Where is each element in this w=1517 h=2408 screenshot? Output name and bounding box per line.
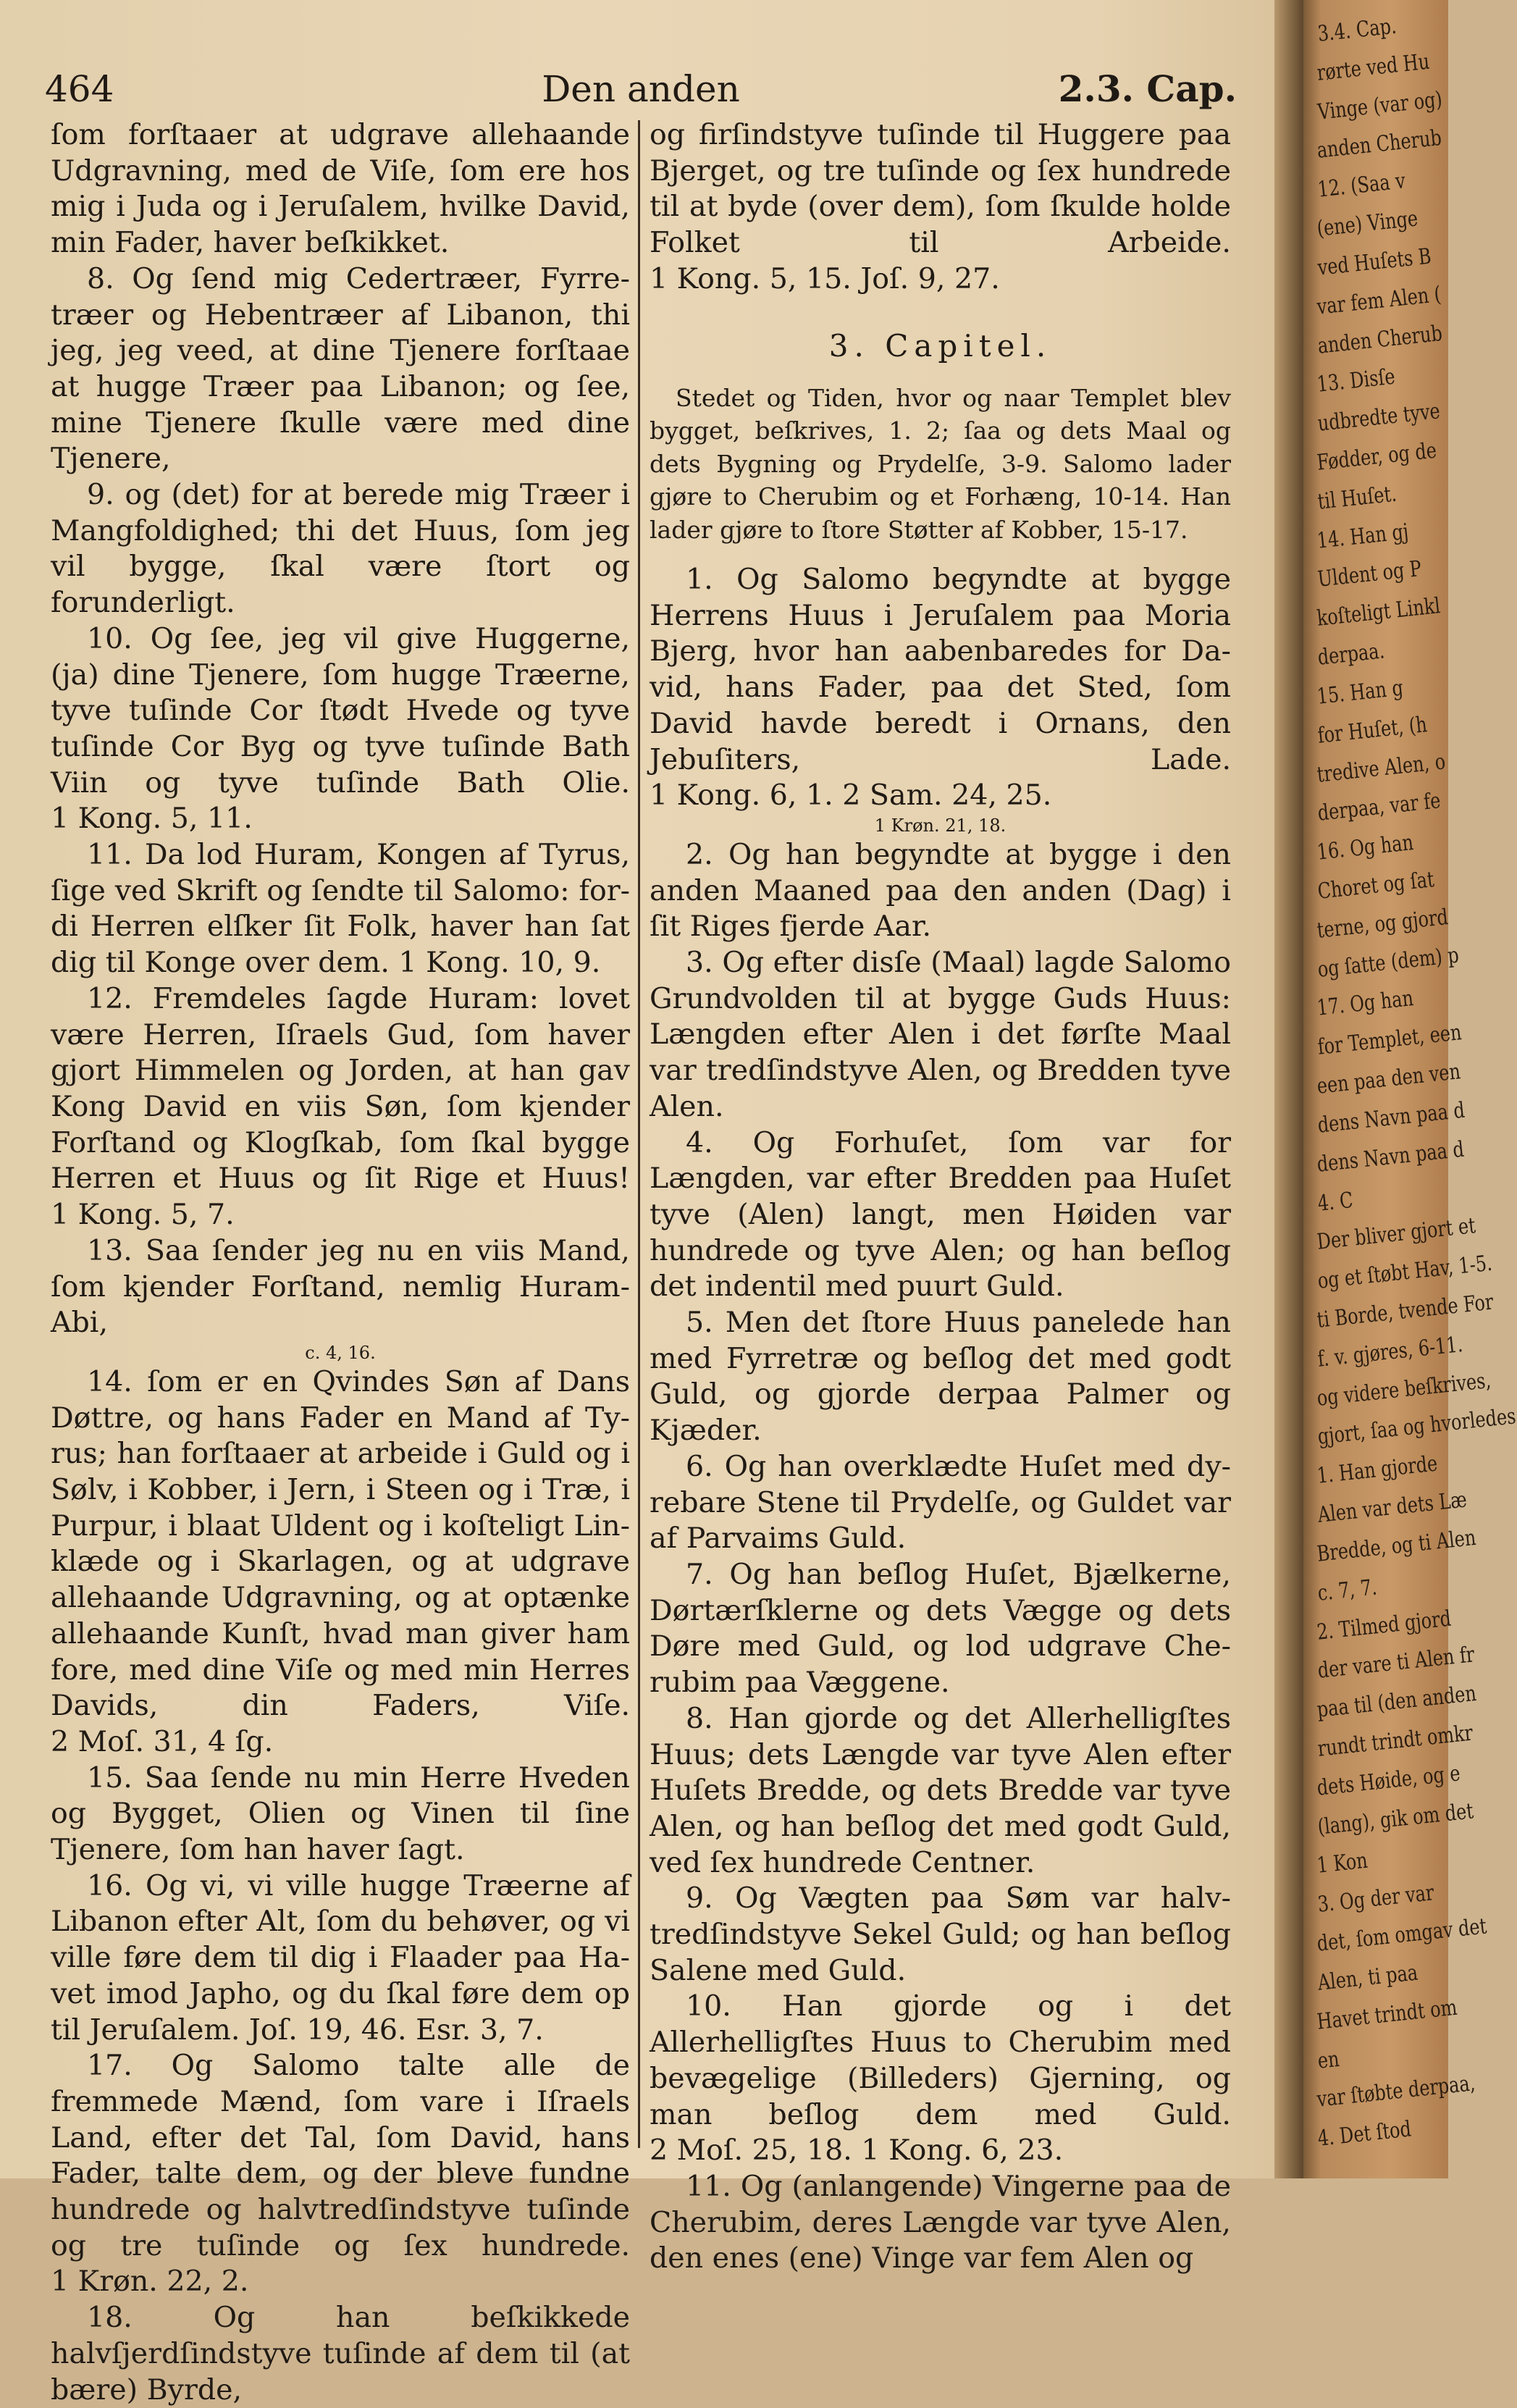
verse-paragraph (51, 1364, 630, 1761)
next-page-fragment: 1. Han gjorde (1316, 1451, 1439, 1490)
next-page-fragment: Fødder, og de (1316, 437, 1438, 476)
verse-text: 7. Og han beſlog Huſet, Bjælkerne, Dørtærſklerne og dets Vægge og dets Døre med Guld, og lod udgrave Cherubim paa Væggene. (650, 1558, 1231, 1700)
verse-paragraph (51, 477, 630, 621)
next-page-fragment: dens Navn paa d (1316, 1136, 1466, 1178)
next-page-fragment: 4. Det ſtod (1316, 2116, 1413, 2152)
verse-paragraph (650, 1125, 1231, 1306)
next-page-fragment: 1 Kon (1316, 1848, 1369, 1879)
cross-reference: 1 Krøn. 22, 2. (51, 2265, 249, 2299)
verse-text: 17. Og Salomo talte alle de fremmede Mænd, ſom vare i Iſraels Land, efter det Tal, ſom David, hans Fader, talte dem, og der bleve fundne hundrede og halvtredſindstyve tuſinde og tre tuſinde og ſex hundrede. (51, 2049, 630, 2262)
verse-paragraph (51, 117, 630, 261)
next-page-fragment: Der bliver gjort et (1316, 1213, 1477, 1256)
verse-text: 9. og (det) for at berede mig Træer i Mangfoldighed; thi det Huus, ſom jeg vil bygge, ſkal være ſtort og forunderligt. (51, 478, 630, 620)
verse-paragraph (650, 1989, 1231, 2169)
page-number: 464 (45, 68, 114, 110)
next-page-fragment: for Templet, een (1316, 1020, 1463, 1061)
next-page-fragment: der vare ti Alen fr (1316, 1642, 1476, 1685)
next-page-fragment: Alen var dets Læ (1316, 1487, 1468, 1528)
verse-text: 14. ſom er en Qvindes Søn af Dans Døttre, og hans Fader en Mand af Tyrus; han forſtaaer at arbeide i Guld og i Sølv, i Kobber, i Jern, i Steen og i Træ, i Purpur, i blaat Uldent og i koſteligt Linklæde og i Skarlagen, og at udgrave allehaande Udgravning, og at optænke allehaande Kunſt, hvad man giver ham fore, med dine Viſe og med min Herres Davids, din Faders, Viſe. (51, 1364, 630, 1723)
next-page-fragment: terne, og gjord (1316, 904, 1450, 944)
next-page-fragment: til Huſet. (1316, 481, 1398, 515)
verse-paragraph (51, 981, 630, 1233)
next-page-fragment: f. v. gjøres, 6-11. (1316, 1331, 1464, 1372)
verse-text: 5. Men det ſtore Huus panelede han med Fyrretræ og beſlog det med godt Guld, og gjorde derpaa Palmer og Kjæder. (650, 1306, 1231, 1448)
chapter-summary: Stedet og Tiden, hvor og naar Templet blev bygget, beſkrives, 1. 2; ſaa og dets Maal og dets Bygning og Prydelſe, 3-9. Salomo lader gjøre to Cherubim og et Forhæng, 10-14. Han lader gjøre to ſtore Støtter af Kobber, 15-17. (650, 383, 1231, 544)
next-page-fragment: 16. Og han (1316, 830, 1415, 865)
verse-text: 12. Fremdeles ſagde Huram: lovet være Herren, Iſraels Gud, ſom haver gjort Himmelen og Jorden, at han gav Kong David en viis Søn, ſom kjender Forſtand og Klogſkab, ſom ſkal bygge Herren et Huus og ſit Rige et Huus! (51, 981, 630, 1196)
verse-paragraph (51, 1233, 630, 1341)
next-page-fragment: (lang), gik om det (1316, 1798, 1475, 1840)
next-page-fragment: 3.4. Cap. (1316, 13, 1398, 47)
next-page-fragment: Alen, ti paa (1316, 1960, 1419, 1996)
cross-reference-small: 1 Krøn. 21, 18. (874, 815, 1007, 836)
book-page-right-edge (1303, 0, 1517, 2178)
verse-text: 11. Da lod Huram, Kongen af Tyrus, ſige ved Skrift og ſendte til Salomo: fordi Herren elſker ſit Folk, haver han ſat dig til Konge over dem. (51, 838, 630, 980)
next-page-fragment: 13. Disſe (1316, 364, 1397, 398)
verse-paragraph (650, 1305, 1231, 1449)
next-page-fragment: Choret og ſat (1316, 867, 1436, 905)
verse-paragraph (650, 837, 1231, 945)
cross-reference: 1 Kong. 6, 1. 2 Sam. 24, 25. (650, 779, 1052, 813)
cross-reference: 1 Kong. 10, 9. (398, 946, 601, 980)
next-page-fragment: c. 7, 7. (1316, 1574, 1379, 1606)
next-page-fragment: derpaa, var fe (1316, 788, 1442, 827)
verse-paragraph (650, 1881, 1231, 1989)
verse-paragraph (650, 1701, 1231, 1881)
next-page-fragment: derpaa. (1316, 638, 1386, 671)
next-page-fragment: anden Cherub (1316, 125, 1443, 164)
verse-text: og firſindstyve tuſinde til Huggere paa Bjerget, og tre tuſinde og ſex hundrede til at byde (over dem), ſom ſkulde holde Folket til Arbeide. (650, 118, 1231, 260)
verse-paragraph (51, 2300, 630, 2408)
verse-text: 13. Saa ſender jeg nu en viis Mand, ſom kjender Forſtand, nemlig Huram-Abi, (51, 1233, 630, 1340)
verse-paragraph (51, 1761, 630, 1868)
running-title: Den anden (542, 68, 740, 110)
cross-reference: 1 Kong. 5, 15. Joſ. 9, 27. (650, 261, 1000, 295)
verse-text: 6. Og han overklædte Huſet med dyrebare Stene til Prydelſe, og Guldet var af Parvaims Guld. (650, 1449, 1231, 1556)
next-page-fragment: det, ſom omgav det (1316, 1913, 1488, 1957)
verse-text: 3. Og efter disſe (Maal) lagde Salomo Grundvolden til at bygge Guds Huus: Længden efter Alen i det førſte Maal var tredſindstyve Alen, og Bredden tyve Alen. (650, 946, 1231, 1123)
cross-reference: 2 Moſ. 31, 4 ſg. (51, 1724, 274, 1758)
next-page-fragment: og et ſtøbt Hav, 1-5. (1316, 1250, 1494, 1294)
verse-text: 9. Og Vægten paa Søm var halvtredſindstyve Sekel Guld; og han beſlog Salene med Guld. (650, 1881, 1231, 1987)
next-page-fragment: dets Høide, og e (1316, 1761, 1462, 1801)
verse-text: 15. Saa ſende nu min Herre Hveden og Bygget, Olien og Vinen til ſine Tjenere, ſom han haver ſagt. (51, 1761, 630, 1867)
text-column-left (51, 117, 630, 2408)
next-page-fragment: Uldent og P (1316, 556, 1423, 593)
chapter-indicator: 2.3. Cap. (1058, 67, 1237, 110)
page-header (45, 64, 1237, 114)
next-page-fragment: var ſtøbte derpaa, (1316, 2071, 1476, 2113)
verse-paragraph (650, 2169, 1231, 2277)
next-page-fragment: ved Huſets B (1316, 243, 1433, 281)
next-page-fragment: var fem Alen ( (1316, 281, 1442, 320)
text-column-right (650, 117, 1231, 2277)
verse-paragraph (51, 837, 630, 981)
verse-paragraph (650, 117, 1231, 298)
next-page-fragment: udbredte tyve (1316, 398, 1442, 437)
verse-text: 10. Han gjorde og i det Allerhelligſtes Huus to Cherubim med bevægelige (Billeders) Gjerning, og man beſlog dem med Guld. (650, 1989, 1231, 2131)
cross-reference: Joſ. 19, 46. Esr. 3, 7. (248, 2013, 544, 2047)
cross-reference-small: c. 4, 16. (305, 1342, 376, 1363)
next-page-fragment: rundt trindt omkr (1316, 1720, 1474, 1762)
verse-text: 10. Og ſee, jeg vil give Huggerne, (ja) dine Tjenere, ſom hugge Træerne, tyve tuſinde Cor ſtødt Hvede og tyve tuſinde Cor Byg og tyve tuſinde Bath Viin og tyve tuſinde Bath Olie. (51, 621, 630, 800)
next-page-fragment: og ſatte (dem) p (1316, 942, 1461, 983)
next-page-fragment: en (1316, 2046, 1341, 2074)
cross-reference: 1 Kong. 5, 11. (51, 802, 253, 836)
verse-text: 16. Og vi, vi ville hugge Træerne af Libanon efter Alt, ſom du behøver, og vi ville føre dem til dig i Flaader paa Havet imod Japho, og du ſkal føre dem op til Jeruſalem. (51, 1868, 630, 2047)
next-page-fragment: Bredde, og ti Alen (1316, 1524, 1478, 1567)
verse-text: ſom forſtaaer at udgrave allehaande Udgravning, med de Viſe, ſom ere hos mig i Juda og i Jeruſalem, hvilke David, min Fader, haver beſkikket. (51, 118, 630, 260)
verse-paragraph (650, 1449, 1231, 1557)
cross-reference: 2 Moſ. 25, 18. 1 Kong. 6, 23. (650, 2134, 1064, 2168)
next-page-fragment: koſteligt Linkl (1316, 593, 1442, 632)
next-page-fragment: 2. Tilmed gjord (1316, 1606, 1453, 1645)
next-page-fragment: 14. Han gj (1316, 519, 1410, 554)
next-page-fragment: og videre beſkrives, (1316, 1367, 1492, 1411)
verse-paragraph (51, 1868, 630, 2049)
verse-text: 8. Og ſend mig Cedertræer, Fyrretræer og Hebentræer af Libanon, thi jeg, jeg veed, at dine Tjenere forſtaae at hugge Træer paa Libanon; og ſee, mine Tjenere ſkulle være med dine Tjenere, (51, 261, 630, 476)
next-page-fragment: 3. Og der var (1316, 1880, 1435, 1918)
next-page-fragment: 12. (Saa v (1316, 168, 1407, 204)
chapter-heading: 3. Capitel. (828, 327, 1052, 364)
verse-text: 4. Og Forhuſet, ſom var for Længden, var efter Bredden paa Huſet tyve (Alen) langt, men Høiden var hundrede og tyve Alen; og han beſlog det indentil med puurt Guld. (650, 1125, 1231, 1304)
next-page-fragment: for Huſet, (h (1316, 711, 1429, 749)
next-page-fragment: (ene) Vinge (1316, 206, 1419, 242)
cross-reference: 1 Kong. 5, 7. (51, 1198, 235, 1232)
verse-paragraph (51, 621, 630, 837)
verse-paragraph (51, 261, 630, 477)
next-page-fragment: anden Cherub (1316, 320, 1444, 359)
verse-paragraph (51, 2048, 630, 2300)
next-page-fragment: 17. Og han (1316, 986, 1415, 1022)
verse-paragraph (650, 1557, 1231, 1701)
next-page-fragment: rørte ved Hu (1316, 49, 1431, 86)
verse-text: 8. Han gjorde og det Allerhelligſtes Huus; dets Længde var tyve Alen efter Huſets Bredde, og dets Bredde var tyve Alen, og han beſlog det med godt Guld, ved ſex hundrede Centner. (650, 1701, 1231, 1879)
verse-text: 2. Og han begyndte at bygge i den anden Maaned paa den anden (Dag) i ſit Riges fjerde Aar. (650, 837, 1231, 944)
next-page-fragment: dens Navn paa d (1316, 1097, 1466, 1138)
next-page-fragment: 4. C (1316, 1187, 1355, 1217)
verse-text: 11. Og (anlangende) Vingerne paa de Cherubim, deres Længde var tyve Alen, den enes (ene) Vinge var fem Alen og (650, 2169, 1231, 2275)
verse-paragraph (650, 562, 1231, 814)
next-page-fragment: gjort, ſaa og hvorledes (1316, 1404, 1517, 1451)
verse-text: 1. Og Salomo begyndte at bygge Herrens Huus i Jeruſalem paa Moria Bjerg, hvor han aabenbaredes for David, hans Fader, paa det Sted, ſom David havde beredt i Ornans, den Jebuſiters, Lade. (650, 563, 1231, 776)
verse-text: 18. Og han beſkikkede halvſjerdſindstyve tuſinde af dem til (at bære) Byrde, (51, 2301, 630, 2407)
next-page-fragment: tredive Alen, o (1316, 748, 1447, 788)
next-page-fragment: ti Borde, tvende For (1316, 1289, 1495, 1333)
next-page-fragment: paa til (den anden (1316, 1681, 1478, 1723)
next-page-fragment: Havet trindt om (1316, 1994, 1458, 2035)
next-page-fragment: een paa den ven (1316, 1059, 1462, 1099)
next-page-fragment: Vinge (var og) (1316, 86, 1444, 125)
verse-paragraph (650, 945, 1231, 1125)
next-page-fragment: 15. Han g (1316, 675, 1405, 710)
column-divider (638, 120, 640, 2148)
